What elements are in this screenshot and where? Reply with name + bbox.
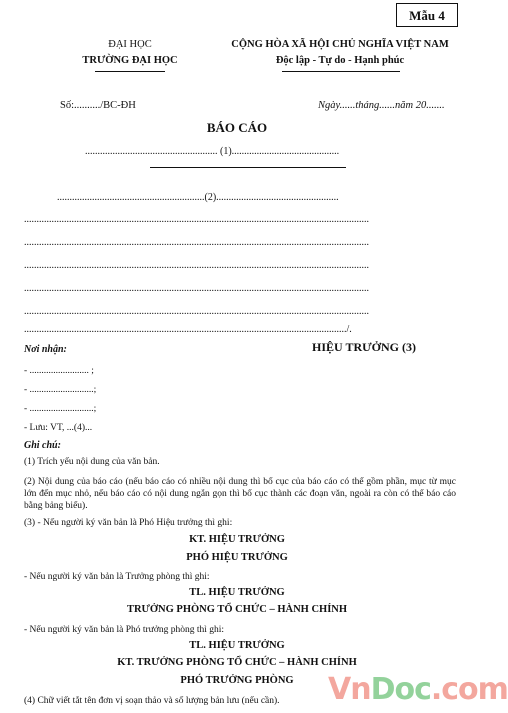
note-4: (4) Chữ viết tắt tên đơn vị soạn thảo và số lượng bản lưu (nếu cần). — [24, 696, 280, 706]
notes-label: Ghi chú: — [24, 440, 61, 451]
right-header-underline — [282, 71, 400, 72]
signature-block-line: KT. HIỆU TRƯỞNG — [189, 534, 285, 545]
recipient-item: - ...........................; — [24, 385, 97, 395]
signature-block-line: TL. HIỆU TRƯỞNG — [189, 640, 285, 651]
form-label-box: Mẫu 4 — [396, 3, 458, 27]
recipient-item: - ...........................; — [24, 404, 97, 414]
university-line: ĐẠI HỌC — [108, 39, 152, 50]
site-watermark — [328, 672, 508, 707]
body-line: .......................................................................................................................................... — [24, 306, 369, 317]
body-line: .......................................................................................................................................... — [24, 237, 369, 248]
school-name: TRƯỜNG ĐẠI HỌC — [82, 55, 178, 66]
watermark-text: .com — [430, 672, 508, 707]
watermark-text: Doc — [370, 672, 431, 707]
recipients-label: Nơi nhận: — [24, 344, 67, 355]
document-title: BÁO CÁO — [206, 120, 268, 135]
note-3-case-3: - Nếu người ký văn bản là Phó trưởng phòng thì ghi: — [24, 625, 225, 635]
signature-block-line: KT. TRƯỞNG PHÒNG TỔ CHỨC – HÀNH CHÍNH — [117, 657, 357, 668]
left-header-underline — [95, 71, 165, 72]
body-line: ................................................................................................................................./. — [24, 324, 352, 335]
signature-block-line: PHÓ HIỆU TRƯỞNG — [186, 552, 288, 563]
signature-block-line: TL. HIỆU TRƯỞNG — [189, 587, 285, 598]
date-line: Ngày......tháng......năm 20....... — [318, 100, 445, 111]
national-title: CỘNG HÒA XÃ HỘI CHỦ NGHĨA VIỆT NAM — [231, 39, 449, 50]
title-underline — [150, 167, 346, 168]
recipient-item: - ......................... ; — [24, 366, 94, 376]
note-2: (2) Nội dung của báo cáo (nếu báo cáo có nhiều nội dung thì bố cục của báo cáo có thể gồm phần, mục từ mục lớn đến mục nhỏ, nếu báo cáo có nội dung ngắn gọn thì bố cục thành các đoạn văn, ngoài ra còn có thể báo cáo bằng bảng biểu). — [24, 477, 456, 511]
recipient-item: - Lưu: VT, ...(4)... — [24, 423, 93, 433]
body-line: .......................................................................................................................................... — [24, 260, 369, 271]
note-1: (1) Trích yếu nội dung của văn bản. — [24, 457, 160, 467]
doc-number: Số:........../BC-ĐH — [60, 100, 136, 111]
subject-field: ..................................................... (1)........................................... — [85, 146, 340, 157]
signer-title: HIỆU TRƯỞNG (3) — [312, 340, 417, 354]
watermark-text: Vn — [328, 672, 371, 707]
note-3-intro: (3) - Nếu người ký văn bản là Phó Hiệu trưởng thì ghi: — [24, 518, 233, 528]
body-line: .......................................................................................................................................... — [24, 283, 369, 294]
recipient-field: ...........................................................(2)................................................. — [57, 192, 339, 203]
signature-block-line: PHÓ TRƯỞNG PHÒNG — [180, 675, 294, 686]
national-motto: Độc lập - Tự do - Hạnh phúc — [275, 55, 405, 66]
signature-block-line: TRƯỞNG PHÒNG TỔ CHỨC – HÀNH CHÍNH — [126, 604, 348, 615]
note-3-case-2: - Nếu người ký văn bản là Trưởng phòng thì ghi: — [24, 572, 210, 582]
body-line: .......................................................................................................................................... — [24, 214, 369, 225]
